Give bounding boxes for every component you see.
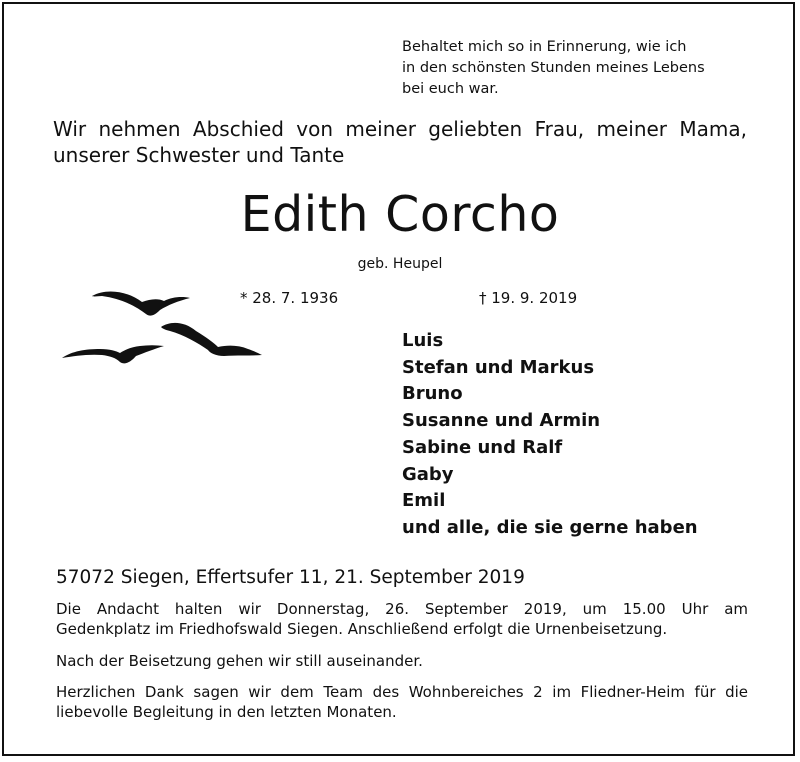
- ceremony-line: Die Andacht halten wir Donnerstag, 26. September 2019, um 15.00 Uhr am: [56, 600, 748, 618]
- thanks-notice: [56, 682, 748, 722]
- thanks-line: Herzlichen Dank sagen wir dem Team des Wohnbereiches 2 im Fliedner-Heim für die: [56, 683, 748, 701]
- family-member: Emil: [402, 490, 446, 512]
- birth-name: geb. Heupel: [357, 256, 443, 272]
- quote-line: bei euch war.: [402, 81, 499, 97]
- death-date: † 19. 9. 2019: [479, 289, 578, 307]
- farewell-intro: [53, 116, 747, 168]
- ceremony-line: Gedenkplatz im Friedhofswald Siegen. Anschließend erfolgt die Urnenbeisetzung.: [56, 620, 668, 638]
- family-list: [402, 328, 698, 542]
- intro-line: unserer Schwester und Tante: [53, 143, 345, 167]
- ceremony-notice: [56, 599, 748, 639]
- intro-line: Wir nehmen Abschied von meiner geliebten Frau, meiner Mama,: [53, 117, 747, 141]
- burial-notice: Nach der Beisetzung gehen wir still auseinander.: [56, 652, 423, 670]
- family-member: Bruno: [402, 383, 463, 405]
- memorial-quote: [402, 37, 742, 100]
- quote-line: in den schönsten Stunden meines Lebens: [402, 60, 705, 76]
- family-member: Sabine und Ralf: [402, 436, 563, 458]
- bird-icon: [62, 345, 164, 363]
- family-member: Luis: [402, 330, 444, 351]
- family-member: Susanne und Armin: [402, 410, 601, 432]
- thanks-line: liebevolle Begleitung in den letzten Monaten.: [56, 703, 397, 721]
- place-and-date: 57072 Siegen, Effertsufer 11, 21. September 2019: [56, 567, 525, 588]
- quote-line: Behaltet mich so in Erinnerung, wie ich: [402, 39, 687, 55]
- family-member: und alle, die sie gerne haben: [402, 516, 698, 538]
- family-member: Stefan und Markus: [402, 356, 595, 378]
- bird-icon: [92, 291, 190, 315]
- family-member: Gaby: [402, 463, 454, 485]
- deceased-name: Edith Corcho: [240, 186, 560, 243]
- flying-birds-icon: [58, 283, 268, 373]
- bird-icon: [161, 323, 262, 356]
- birth-date: * 28. 7. 1936: [240, 289, 339, 307]
